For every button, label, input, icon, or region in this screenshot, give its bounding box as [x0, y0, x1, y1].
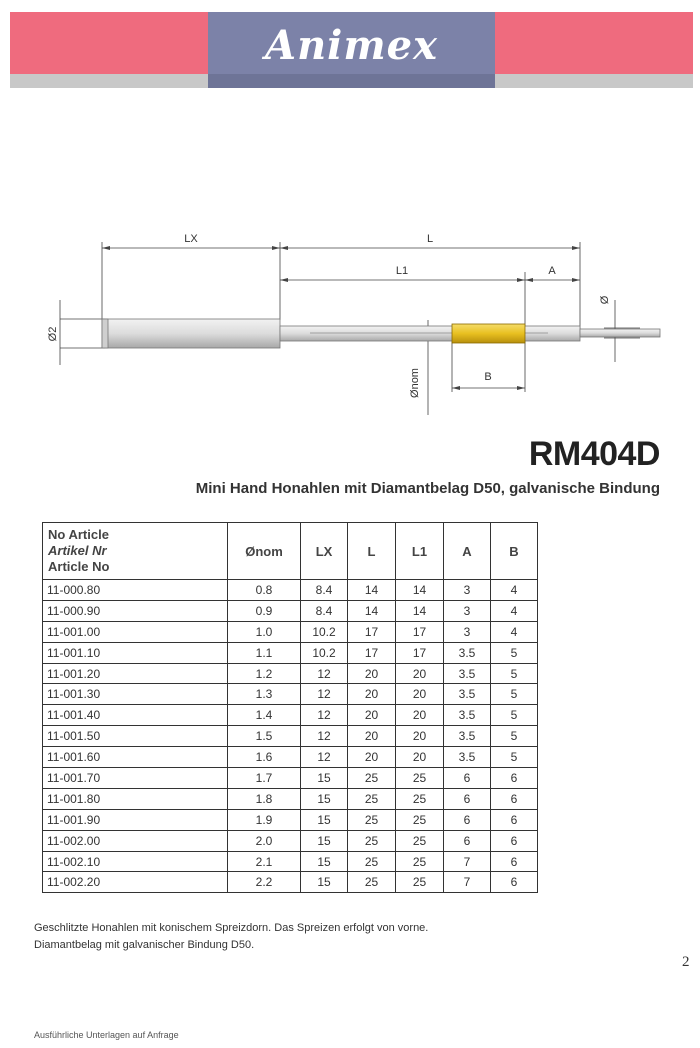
table-cell: 15	[301, 768, 348, 789]
table-cell: 7	[444, 872, 491, 893]
label-d2: Ø2	[47, 326, 59, 342]
table-cell: 3	[444, 621, 491, 642]
article-number-cell: 11-001.70	[43, 768, 228, 789]
table-cell: 1.9	[228, 809, 301, 830]
table-cell: 25	[396, 851, 444, 872]
tool-shaft	[280, 326, 580, 341]
table-row	[43, 580, 538, 601]
table-cell: 20	[348, 747, 396, 768]
label-dnom: Ønom	[409, 368, 421, 398]
table-cell: 20	[348, 663, 396, 684]
banner-stripe	[10, 74, 693, 88]
table-cell: 25	[396, 830, 444, 851]
table-cell: 3.5	[444, 684, 491, 705]
table-cell: 6	[491, 830, 538, 851]
table-cell: 1.0	[228, 621, 301, 642]
table-body	[43, 580, 538, 893]
table-row	[43, 684, 538, 705]
table-cell: 3	[444, 580, 491, 601]
table-cell: 3	[444, 600, 491, 621]
table-cell: 12	[301, 726, 348, 747]
table-row	[43, 872, 538, 893]
table-cell: 7	[444, 851, 491, 872]
article-number-cell: 11-002.10	[43, 851, 228, 872]
table-cell: 17	[396, 621, 444, 642]
article-number-cell: 11-001.00	[43, 621, 228, 642]
table-cell: 20	[396, 726, 444, 747]
table-cell: 6	[444, 768, 491, 789]
table-row	[43, 600, 538, 621]
table-cell: 25	[348, 788, 396, 809]
table-cell: 12	[301, 705, 348, 726]
table-row	[43, 830, 538, 851]
article-number-cell: 11-001.50	[43, 726, 228, 747]
table-cell: 15	[301, 851, 348, 872]
table-cell: 25	[396, 768, 444, 789]
table-cell: 17	[348, 621, 396, 642]
label-a: A	[548, 265, 556, 277]
table-cell: 25	[348, 830, 396, 851]
technical-drawing	[0, 220, 700, 420]
label-lx: LX	[184, 233, 198, 245]
table-cell: 4	[491, 600, 538, 621]
column-header: Ønom	[228, 523, 301, 580]
table-cell: 25	[396, 809, 444, 830]
table-cell: 12	[301, 684, 348, 705]
table-cell: 4	[491, 580, 538, 601]
table-cell: 10.2	[301, 621, 348, 642]
table-cell: 15	[301, 809, 348, 830]
column-header: L	[348, 523, 396, 580]
table-cell: 15	[301, 788, 348, 809]
table-cell: 2.0	[228, 830, 301, 851]
table-cell: 20	[348, 726, 396, 747]
footer-line-2: Diamantbelag mit galvanischer Bindung D50.	[34, 939, 255, 951]
table-cell: 25	[348, 851, 396, 872]
table-cell: 6	[491, 872, 538, 893]
footer-line-1: Geschlitzte Honahlen mit konischem Spreizdorn. Das Spreizen erfolgt von vorne.	[34, 922, 429, 934]
article-number-cell: 11-000.90	[43, 600, 228, 621]
table-cell: 5	[491, 726, 538, 747]
article-number-cell: 11-001.20	[43, 663, 228, 684]
column-header: L1	[396, 523, 444, 580]
table-cell: 1.5	[228, 726, 301, 747]
table-cell: 25	[396, 872, 444, 893]
table-cell: 1.1	[228, 642, 301, 663]
header-banner	[10, 12, 693, 88]
page-number: 2	[682, 954, 690, 970]
table-cell: 15	[301, 830, 348, 851]
table-cell: 14	[396, 600, 444, 621]
footer-note: Ausführliche Unterlagen auf Anfrage	[34, 1030, 179, 1040]
article-number-cell: 11-001.90	[43, 809, 228, 830]
table-cell: 5	[491, 684, 538, 705]
table-cell: 5	[491, 663, 538, 684]
tool-handle	[102, 319, 280, 348]
table-cell: 6	[491, 809, 538, 830]
table-cell: 6	[444, 788, 491, 809]
table-row	[43, 788, 538, 809]
article-number-cell: 11-000.80	[43, 580, 228, 601]
table-cell: 1.8	[228, 788, 301, 809]
table-header-row	[43, 523, 538, 580]
table-cell: 1.4	[228, 705, 301, 726]
table-cell: 1.7	[228, 768, 301, 789]
brand-logo: Animex	[265, 22, 438, 69]
table-cell: 2.2	[228, 872, 301, 893]
table-cell: 3.5	[444, 663, 491, 684]
table-cell: 1.6	[228, 747, 301, 768]
table-cell: 20	[348, 705, 396, 726]
table-cell: 14	[348, 580, 396, 601]
product-model: RM404D	[528, 435, 660, 473]
table-row	[43, 663, 538, 684]
table-cell: 6	[491, 788, 538, 809]
table-row	[43, 621, 538, 642]
table-cell: 20	[396, 747, 444, 768]
table-row	[43, 705, 538, 726]
table-cell: 20	[396, 684, 444, 705]
table-cell: 15	[301, 872, 348, 893]
label-b: B	[484, 371, 492, 383]
table-cell: 14	[348, 600, 396, 621]
table-cell: 1.3	[228, 684, 301, 705]
article-number-cell: 11-002.00	[43, 830, 228, 851]
table-cell: 12	[301, 663, 348, 684]
table-row	[43, 809, 538, 830]
table-cell: 20	[396, 663, 444, 684]
column-header: LX	[301, 523, 348, 580]
table-cell: 8.4	[301, 580, 348, 601]
article-column-header: No Article Artikel Nr Article No	[43, 523, 228, 580]
table-cell: 8.4	[301, 600, 348, 621]
label-l: L	[426, 233, 434, 245]
table-cell: 20	[348, 684, 396, 705]
table-cell: 17	[348, 642, 396, 663]
table-cell: 0.8	[228, 580, 301, 601]
article-number-cell: 11-001.10	[43, 642, 228, 663]
table-cell: 3.5	[444, 726, 491, 747]
table-cell: 6	[491, 768, 538, 789]
spec-table	[42, 522, 538, 893]
table-cell: 5	[491, 747, 538, 768]
table-cell: 3.5	[444, 642, 491, 663]
table-cell: 5	[491, 642, 538, 663]
table-row	[43, 747, 538, 768]
table-cell: 25	[348, 872, 396, 893]
article-number-cell: 11-001.80	[43, 788, 228, 809]
label-d: Ø	[599, 295, 611, 305]
table-row	[43, 726, 538, 747]
article-number-cell: 11-001.60	[43, 747, 228, 768]
label-l1: L1	[395, 265, 409, 277]
table-cell: 2.1	[228, 851, 301, 872]
table-cell: 0.9	[228, 600, 301, 621]
article-number-cell: 11-002.20	[43, 872, 228, 893]
table-cell: 3.5	[444, 705, 491, 726]
banner-right-block	[495, 12, 693, 74]
diamond-coating	[452, 324, 525, 343]
table-cell: 6	[491, 851, 538, 872]
table-cell: 20	[396, 705, 444, 726]
table-row	[43, 851, 538, 872]
article-number-cell: 11-001.30	[43, 684, 228, 705]
tool-pilot	[580, 329, 660, 337]
table-cell: 25	[348, 768, 396, 789]
table-cell: 6	[444, 830, 491, 851]
banner-left-block	[10, 12, 208, 74]
table-cell: 14	[396, 580, 444, 601]
table-cell: 25	[396, 788, 444, 809]
table-cell: 6	[444, 809, 491, 830]
table-cell: 4	[491, 621, 538, 642]
table-cell: 10.2	[301, 642, 348, 663]
table-cell: 12	[301, 747, 348, 768]
column-header: A	[444, 523, 491, 580]
table-cell: 17	[396, 642, 444, 663]
table-cell: 25	[348, 809, 396, 830]
column-header: B	[491, 523, 538, 580]
table-row	[43, 642, 538, 663]
table-cell: 5	[491, 705, 538, 726]
article-number-cell: 11-001.40	[43, 705, 228, 726]
product-subtitle: Mini Hand Honahlen mit Diamantbelag D50, galvanische Bindung	[195, 480, 660, 497]
table-cell: 1.2	[228, 663, 301, 684]
table-row	[43, 768, 538, 789]
table-cell: 3.5	[444, 747, 491, 768]
